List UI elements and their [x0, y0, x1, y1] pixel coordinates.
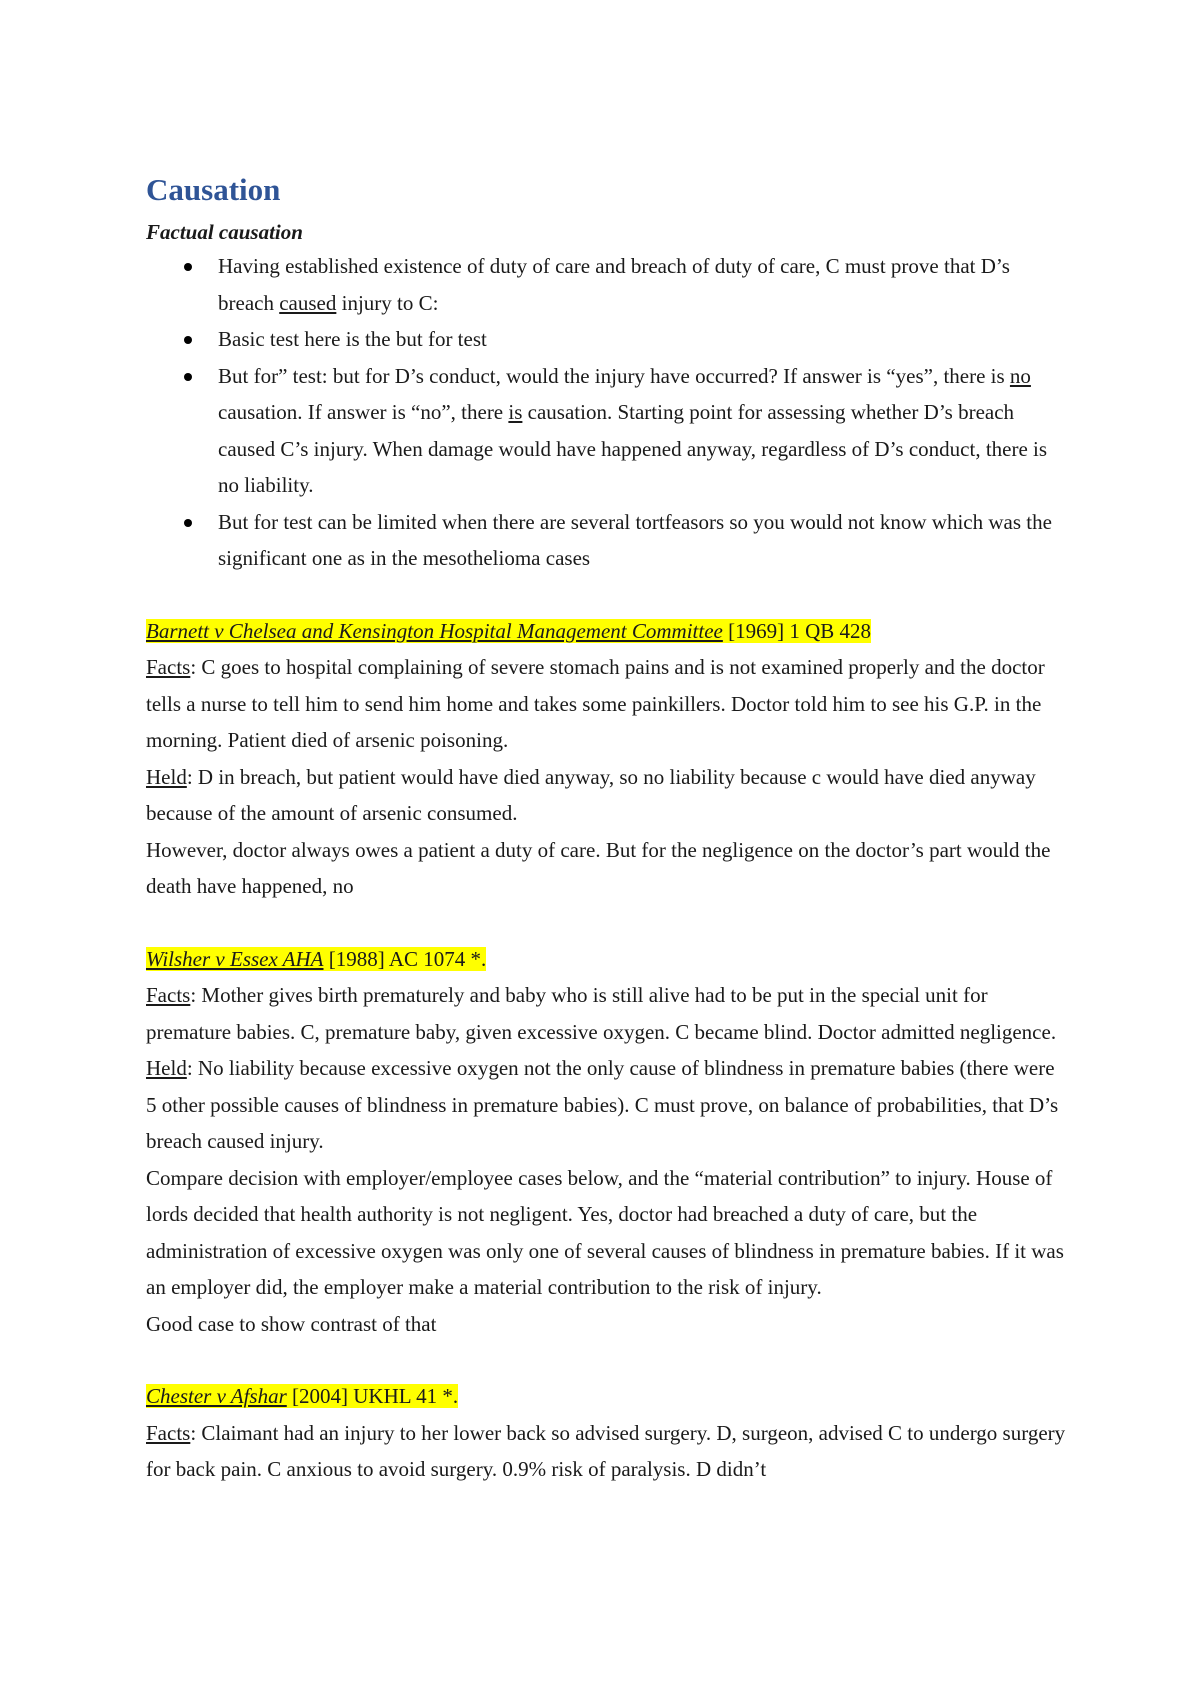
case-name: Chester v Afshar — [146, 1384, 287, 1408]
case-note: Compare decision with employer/employee cases below, and the “material contribution” to injury. House of lords decided that health authority is not negligent. Yes, doctor had breached a duty of care, but the administration of excessive oxygen was only one of several causes of blindness in premature babies. If it was an employer did, the employer make a material contribution to the risk of injury. — [146, 1165, 1064, 1299]
case-note: However, doctor always owes a patient a duty of care. But for the negligence on the doctor’s part would the death have happened, no — [146, 837, 1051, 898]
case-name: Barnett v Chelsea and Kensington Hospital Management Committee — [146, 618, 723, 643]
bullet-icon — [184, 263, 192, 271]
case-name: Wilsher v Essex AHA — [146, 946, 324, 971]
case-note: Good case to show contrast of that — [146, 1311, 437, 1336]
list-item: Basic test here is the but for test — [146, 321, 1066, 358]
case-citation: [2004] UKHL 41 *. — [286, 1384, 459, 1408]
list-item: But for” test: but for D’s conduct, would the injury have occurred? If answer is “yes”, there is no causation. If answer is “no”, there is causation. Starting point for assessing whether D’s breach caused C’s injury. When damage would have happened anyway, regardless of D’s conduct, there is no liability. — [146, 358, 1066, 504]
page-title: Causation — [146, 172, 281, 207]
case-held: Held: D in breach, but patient would have died anyway, so no liability because c would have died anyway because of the amount of arsenic consumed. — [146, 764, 1036, 825]
section-subheading: Factual causation — [146, 220, 303, 244]
case-citation: [1969] 1 QB 428 — [722, 618, 872, 643]
case-heading — [146, 613, 1066, 650]
document-body — [146, 168, 1066, 1488]
case-held: Held: No liability because excessive oxygen not the only cause of blindness in premature babies (there were 5 other possible causes of blindness in premature babies). C must prove, on balance of probabilities, that D’s breach caused injury. — [146, 1056, 1059, 1153]
underlined-word: no — [1009, 363, 1031, 388]
case-heading — [146, 1378, 1066, 1415]
underlined-word: caused — [279, 290, 337, 315]
bullet-icon — [184, 373, 192, 381]
bullet-icon — [184, 336, 192, 344]
case-citation: [1988] AC 1074 *. — [323, 946, 487, 971]
underlined-word: is — [508, 400, 523, 424]
case-facts: Facts: Mother gives birth prematurely and baby who is still alive had to be put in the special unit for premature babies. C, premature baby, given excessive oxygen. C became blind. Doctor admitted negligence. — [146, 983, 1057, 1044]
case-heading — [146, 941, 1066, 978]
bullet-list — [146, 248, 1066, 577]
bullet-icon — [184, 519, 192, 527]
case-facts: Facts: C goes to hospital complaining of severe stomach pains and is not examined properly and the doctor tells a nurse to tell him to send him home and takes some painkillers. Doctor told him to see his G.P. in the morning. Patient died of arsenic poisoning. — [146, 655, 1045, 752]
case-facts: Facts: Claimant had an injury to her lower back so advised surgery. D, surgeon, advised C to undergo surgery for back pain. C anxious to avoid surgery. 0.9% risk of paralysis. D didn’t — [146, 1420, 1066, 1481]
list-item: Having established existence of duty of care and breach of duty of care, C must prove that D’s breach caused injury to C: — [146, 248, 1066, 321]
list-item: But for test can be limited when there are several tortfeasors so you would not know which was the significant one as in the mesothelioma cases — [146, 504, 1066, 577]
